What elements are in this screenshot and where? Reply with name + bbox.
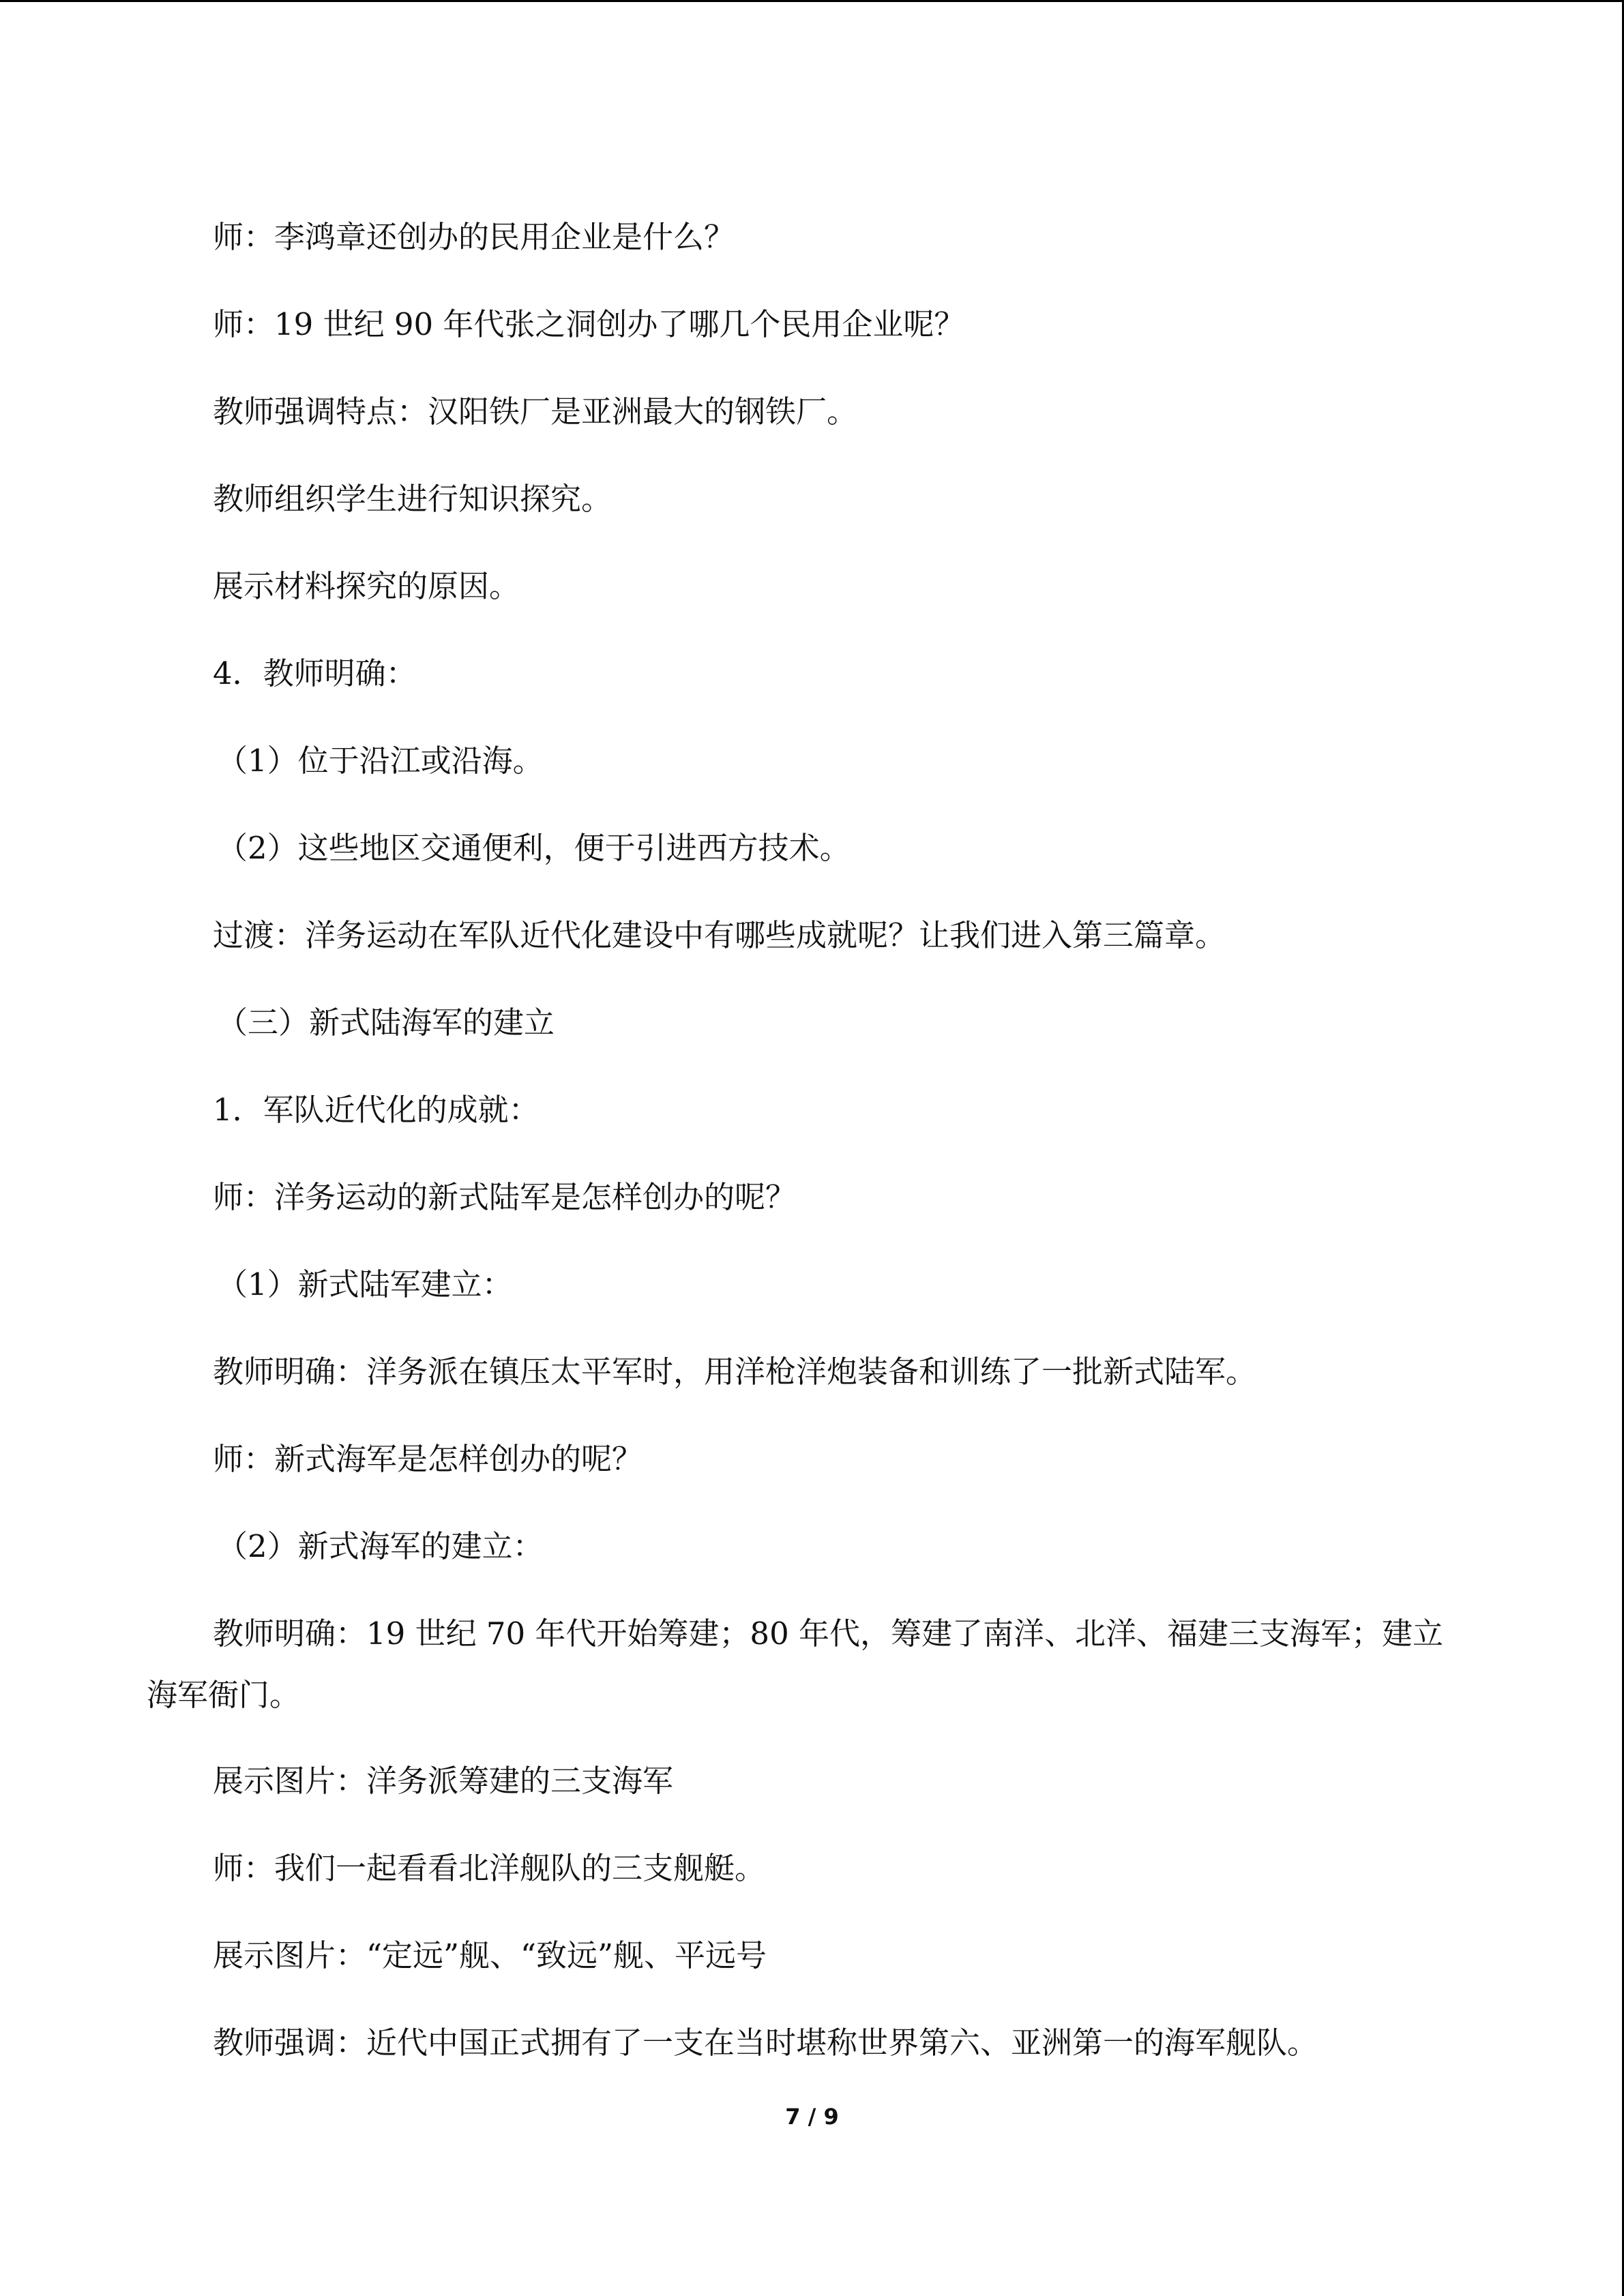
paragraph: （2）这些地区交通便利，便于引进西方技术。 — [217, 830, 851, 866]
paragraph: 师：我们一起看看北洋舰队的三支舰艇。 — [213, 1850, 766, 1886]
paragraph: 师：李鸿章还创办的民用企业是什么？ — [213, 219, 735, 255]
paragraph: （2）新式海军的建立： — [217, 1528, 544, 1564]
paragraph: （1）位于沿江或沿海。 — [217, 743, 544, 779]
paragraph: 师：19 世纪 90 年代张之洞创办了哪几个民用企业呢？ — [213, 306, 965, 342]
paragraph: 教师强调：近代中国正式拥有了一支在当时堪称世界第六、亚洲第一的海军舰队。 — [213, 2025, 1318, 2061]
paragraph: 教师明确：洋务派在镇压太平军时，用洋枪洋炮装备和训练了一批新式陆军。 — [213, 1354, 1257, 1390]
paragraph: （1）新式陆军建立： — [217, 1266, 513, 1302]
page-number: 7 / 9 — [785, 2104, 839, 2130]
paragraph: 过渡：洋务运动在军队近代化建设中有哪些成就呢？让我们进入第三篇章。 — [213, 917, 1226, 953]
paragraph: 展示材料探究的原因。 — [213, 568, 520, 604]
paragraph: 4．教师明确： — [213, 655, 417, 691]
paragraph: 师：洋务运动的新式陆军是怎样创办的呢？ — [213, 1179, 797, 1215]
paragraph: 教师强调特点：汉阳铁厂是亚洲最大的钢铁厂。 — [213, 393, 858, 430]
section-heading: （三）新式陆海军的建立 — [217, 1004, 555, 1041]
paragraph: 教师组织学生进行知识探究。 — [213, 481, 612, 517]
paragraph: 展示图片：洋务派筹建的三支海军 — [213, 1763, 674, 1799]
paragraph: 1．军队近代化的成就： — [213, 1092, 540, 1128]
paragraph: 师：新式海军是怎样创办的呢？ — [213, 1441, 643, 1477]
paragraph: 展示图片：“定远”舰、“致远”舰、平远号 — [213, 1937, 767, 1973]
paragraph: 教师明确：19 世纪 70 年代开始筹建；80 年代，筹建了南洋、北洋、福建三支海军；建立海军衙门。 — [147, 1615, 1444, 1713]
